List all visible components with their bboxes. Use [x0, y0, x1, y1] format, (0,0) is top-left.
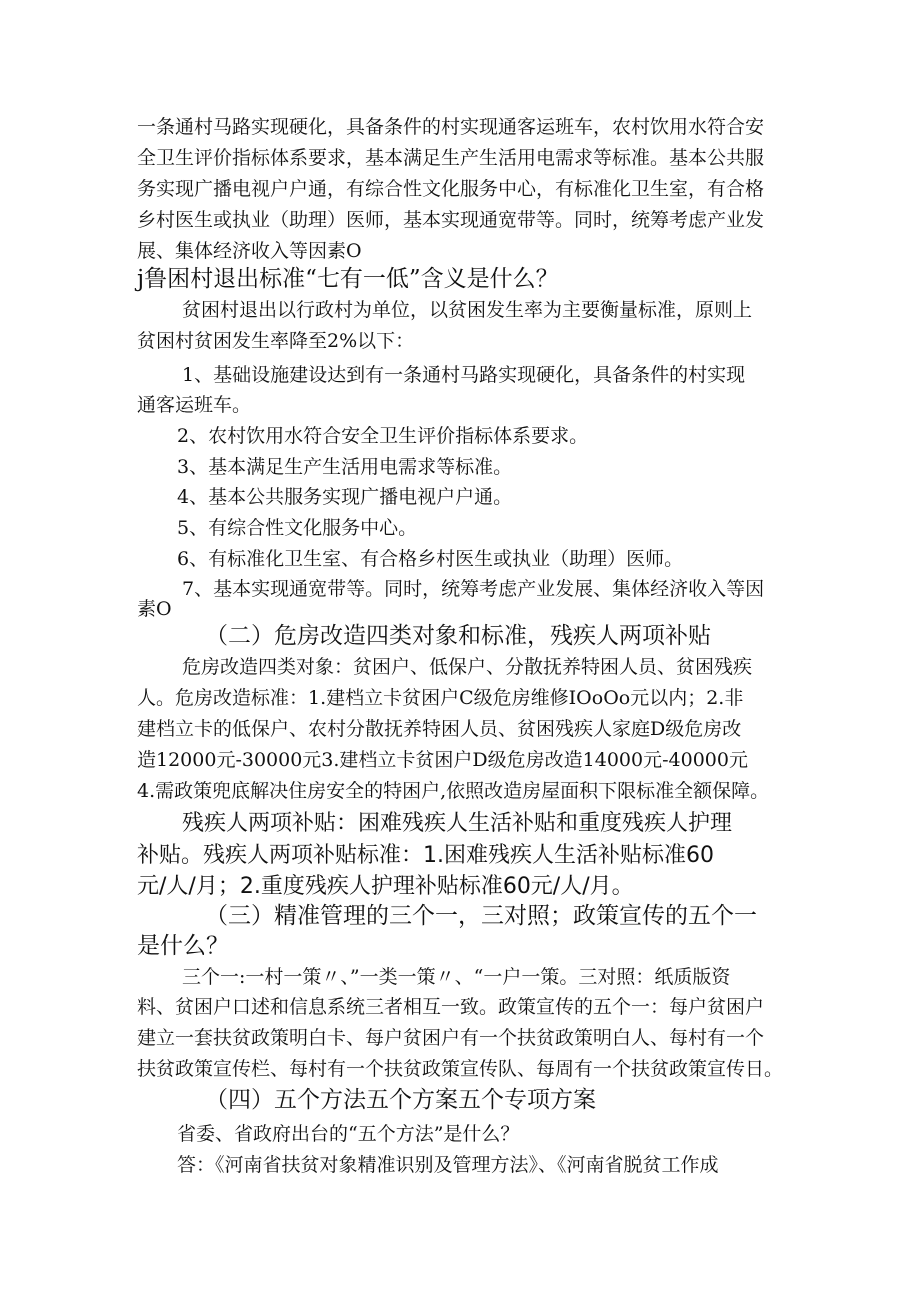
text-line: 省委、省政府出台的“五个方法”是什么？: [177, 1123, 520, 1145]
text-line: 务实现广播电视户户通，有综合性文化服务中心，有标准化卫生室，有合格: [137, 178, 765, 200]
text-line: 三个一:一村一策〃、”一类一策〃、“一户一策。三对照：纸质版资: [182, 966, 731, 988]
text-line: 3、基本满足生产生活用电需求等标准。: [177, 456, 513, 478]
text-line: 乡村医生或执业（助理）医师，基本实现通宽带等。同时，统筹考虑产业发: [137, 209, 765, 231]
text-line: 5、有综合性文化服务中心。: [177, 517, 418, 539]
text-line: 2、农村饮用水符合安全卫生评价指标体系要求。: [177, 425, 589, 447]
text-line: 6、有标准化卫生室、有合格乡村医生或执业（助理）医师。: [177, 548, 684, 570]
text-line: 全卫生评价指标体系要求，基本满足生产生活用电需求等标准。基本公共服: [137, 147, 765, 169]
text-line: 料、贫困户口述和信息系统三者相互一致。政策宣传的五个一：每户贫困户: [137, 996, 765, 1018]
text-line: 1、基础设施建设达到有一条通村马路实现硬化，具备条件的村实现: [182, 364, 746, 386]
section-heading: j鲁困村退出标准“七有一低”含义是什么？: [137, 266, 559, 292]
text-line: 贫困村退出以行政村为单位，以贫困发生率为主要衡量标准，原则上: [182, 299, 753, 321]
text-line: 4、基本公共服务实现广播电视户户通。: [177, 486, 513, 508]
text-line: 通客运班车。: [137, 394, 252, 416]
section-heading: （三）精准管理的三个一，三对照；政策宣传的五个一: [205, 903, 757, 929]
section-heading: （四）五个方法五个方案五个专项方案: [205, 1087, 596, 1113]
text-line: 危房改造四类对象：贫困户、低保户、分散抚养特困人员、贫困残疾: [182, 656, 753, 678]
text-line: 建档立卡的低保户、农村分散抚养特困人员、贫困残疾人家庭D级危房改: [137, 718, 742, 740]
text-line: 贫困村贫困发生率降至2%以下：: [137, 330, 415, 352]
text-line: 一条通村马路实现硬化，具备条件的村实现通客运班车，农村饮用水符合安: [137, 116, 765, 138]
text-line: 人。危房改造标准：1.建档立卡贫困户C级危房维修IOoOo元以内；2.非: [137, 687, 744, 709]
text-line: 展、集体经济收入等因素O: [137, 240, 362, 262]
text-line: 4.需政策兜底解决住房安全的特困户,依照改造房屋面积下限标准全额保障。: [137, 780, 770, 802]
section-heading: （二）危房改造四类对象和标准，残疾人两项补贴: [205, 623, 711, 649]
section-heading: 是什么？: [137, 933, 229, 959]
text-line: 扶贫政策宣传栏、每村有一个扶贫政策宣传队、每周有一个扶贫政策宣传日。: [137, 1058, 784, 1080]
text-line: 答：《河南省扶贫对象精准识别及管理方法》、《河南省脱贫工作成: [177, 1154, 719, 1176]
text-line: 素O: [137, 598, 172, 620]
text-line: 补贴。残疾人两项补贴标准：1.困难残疾人生活补贴标准60: [137, 843, 714, 868]
text-line: 残疾人两项补贴：困难残疾人生活补贴和重度残疾人护理: [182, 811, 733, 836]
text-line: 建立一套扶贫政策明白卡、每户贫困户有一个扶贫政策明白人、每村有一个: [137, 1027, 765, 1049]
text-line: 元/人/月；2.重度残疾人护理补贴标准60元/人/月。: [137, 874, 634, 899]
text-line: 7、基本实现通宽带等。同时，统筹考虑产业发展、集体经济收入等因: [182, 578, 765, 600]
text-line: 造12000元-30000元3.建档立卡贫困户D级危房改造14000元-40000元: [137, 749, 748, 771]
